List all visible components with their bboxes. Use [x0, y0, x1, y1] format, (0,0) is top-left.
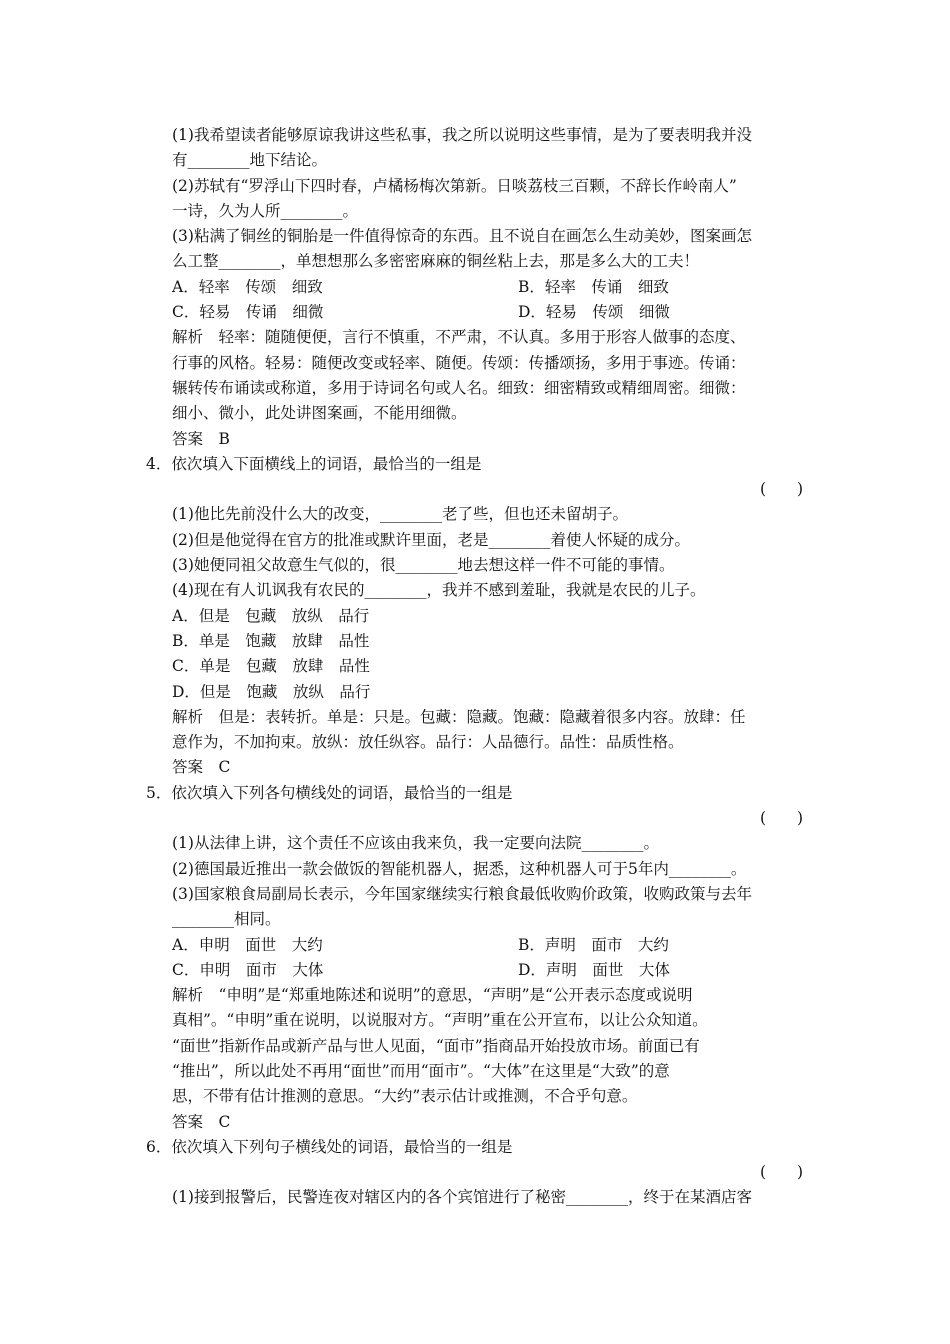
question-3-block — [0, 123, 950, 1211]
option-row — [0, 275, 950, 300]
question-6-stem: 6．依次填入下列句子横线处的词语，最恰当的一组是 — [146, 1137, 513, 1156]
analysis-line: 思，不带有估计推测的意思。“大约”表示估计或推测，不合乎句意。 — [172, 1087, 638, 1106]
option-c: C．申明 面市 大体 — [172, 960, 324, 979]
sentence-line: 么工整________，单想想那么多密密麻麻的铜丝粘上去，那是多么大的工夫！ — [172, 252, 700, 271]
analysis-line: 解析 但是：表转折。单是：只是。包藏：隐藏。饱藏：隐藏着很多内容。放肆：任 — [172, 707, 746, 726]
option-row — [0, 300, 950, 325]
option-d: D．声明 面世 大体 — [518, 960, 670, 979]
analysis-line: 真相”。“申明”重在说明，以说服对方。“声明”重在公开宣布，以让公众知道。 — [172, 1011, 708, 1030]
sentence-line: ________相同。 — [172, 910, 281, 929]
option-c: C．轻易 传诵 细微 — [172, 303, 324, 322]
option-b: B．轻率 传诵 细致 — [518, 277, 669, 296]
option-a: A．申明 面世 大约 — [172, 935, 323, 954]
answer-bracket: ( ) — [760, 809, 804, 828]
answer-line: 答案 B — [172, 429, 230, 448]
sentence-line: (2)苏轼有“罗浮山下四时春，卢橘杨梅次第新。日啖荔枝三百颗，不辞长作岭南人” — [172, 176, 737, 195]
analysis-line: 意作为，不加拘束。放纵：放任纵容。品行：人品德行。品性：品质性格。 — [172, 733, 684, 752]
analysis-line: 解析 轻率：随随便便，言行不慎重，不严肃，不认真。多用于形容人做事的态度、 — [172, 328, 746, 347]
answer-bracket-row — [0, 806, 950, 831]
sentence-line: 一诗，久为人所________。 — [172, 201, 359, 220]
sentence-line: (3)粘满了铜丝的铜胎是一件值得惊奇的东西。且不说自在画怎么生动美妙，图案画怎 — [172, 227, 752, 246]
option-d: D．但是 饱藏 放纵 品行 — [172, 682, 371, 701]
analysis-line: 辗转传布诵读或称道，多用于诗词名句或人名。细致：细密精致或精细周密。细微： — [172, 378, 746, 397]
answer-bracket-row — [0, 1160, 950, 1185]
sentence-line: (1)他比先前没什么大的改变，________老了些，但也还未留胡子。 — [172, 505, 628, 524]
option-row — [0, 933, 950, 958]
answer-bracket: ( ) — [760, 480, 804, 499]
question-5-stem: 5．依次填入下列各句横线处的词语，最恰当的一组是 — [146, 783, 513, 802]
analysis-line: “推出”，所以此处不再用“面世”而用“面市”。“大体”在这里是“大致”的意 — [172, 1061, 670, 1080]
option-b: B．声明 面市 大约 — [518, 935, 669, 954]
sentence-line: (3)她便同祖父故意生气似的，很________地去想这样一件不可能的事情。 — [172, 556, 675, 575]
option-b: B．单是 饱藏 放肆 品性 — [172, 631, 370, 650]
sentence-line: (2)但是他觉得在官方的批准或默许里面，老是________着使人怀疑的成分。 — [172, 530, 690, 549]
answer-bracket: ( ) — [760, 1163, 804, 1182]
answer-line: 答案 C — [172, 758, 231, 777]
sentence-line: (1)从法律上讲，这个责任不应该由我来负，我一定要向法院________。 — [172, 834, 659, 853]
analysis-line: 细小、微小，此处讲图案画，不能用细微。 — [172, 404, 467, 423]
sentence-line: (2)德国最近推出一款会做饭的智能机器人，据悉，这种机器人可于5年内________。 — [172, 859, 747, 878]
analysis-line: “面世”指新作品或新产品与世人见面，“面市”指商品开始投放市场。前面已有 — [172, 1036, 700, 1055]
answer-line: 答案 C — [172, 1112, 231, 1131]
option-d: D．轻易 传颂 细微 — [518, 303, 670, 322]
analysis-line: 行事的风格。轻易：随便改变或轻率、随便。传颂：传播颂扬，多用于事迹。传诵： — [172, 353, 746, 372]
sentence-line: (1)我希望读者能够原谅我讲这些私事，我之所以说明这些事情，是为了要表明我并没 — [172, 126, 752, 144]
option-c: C．单是 包藏 放肆 品性 — [172, 657, 370, 676]
option-a: A．轻率 传颂 细致 — [172, 277, 323, 296]
sentence-line: (4)现在有人讥讽我有农民的________，我并不感到羞耻，我就是农民的儿子。 — [172, 581, 706, 600]
question-4-stem: 4．依次填入下面横线上的词语，最恰当的一组是 — [146, 454, 482, 473]
sentence-line: 有________地下结论。 — [172, 151, 328, 170]
analysis-line: 解析 “申明”是“郑重地陈述和说明”的意思，“声明”是“公开表示态度或说明 — [172, 986, 693, 1005]
answer-bracket-row — [0, 477, 950, 502]
sentence-line: (3)国家粮食局副局长表示，今年国家继续实行粮食最低收购价政策，收购政策与去年 — [172, 884, 752, 903]
option-row — [0, 958, 950, 983]
option-a: A．但是 包藏 放纵 品行 — [172, 606, 370, 625]
sentence-line: (1)接到报警后，民警连夜对辖区内的各个宾馆进行了秘密________，终于在某酒店客 — [172, 1188, 752, 1207]
